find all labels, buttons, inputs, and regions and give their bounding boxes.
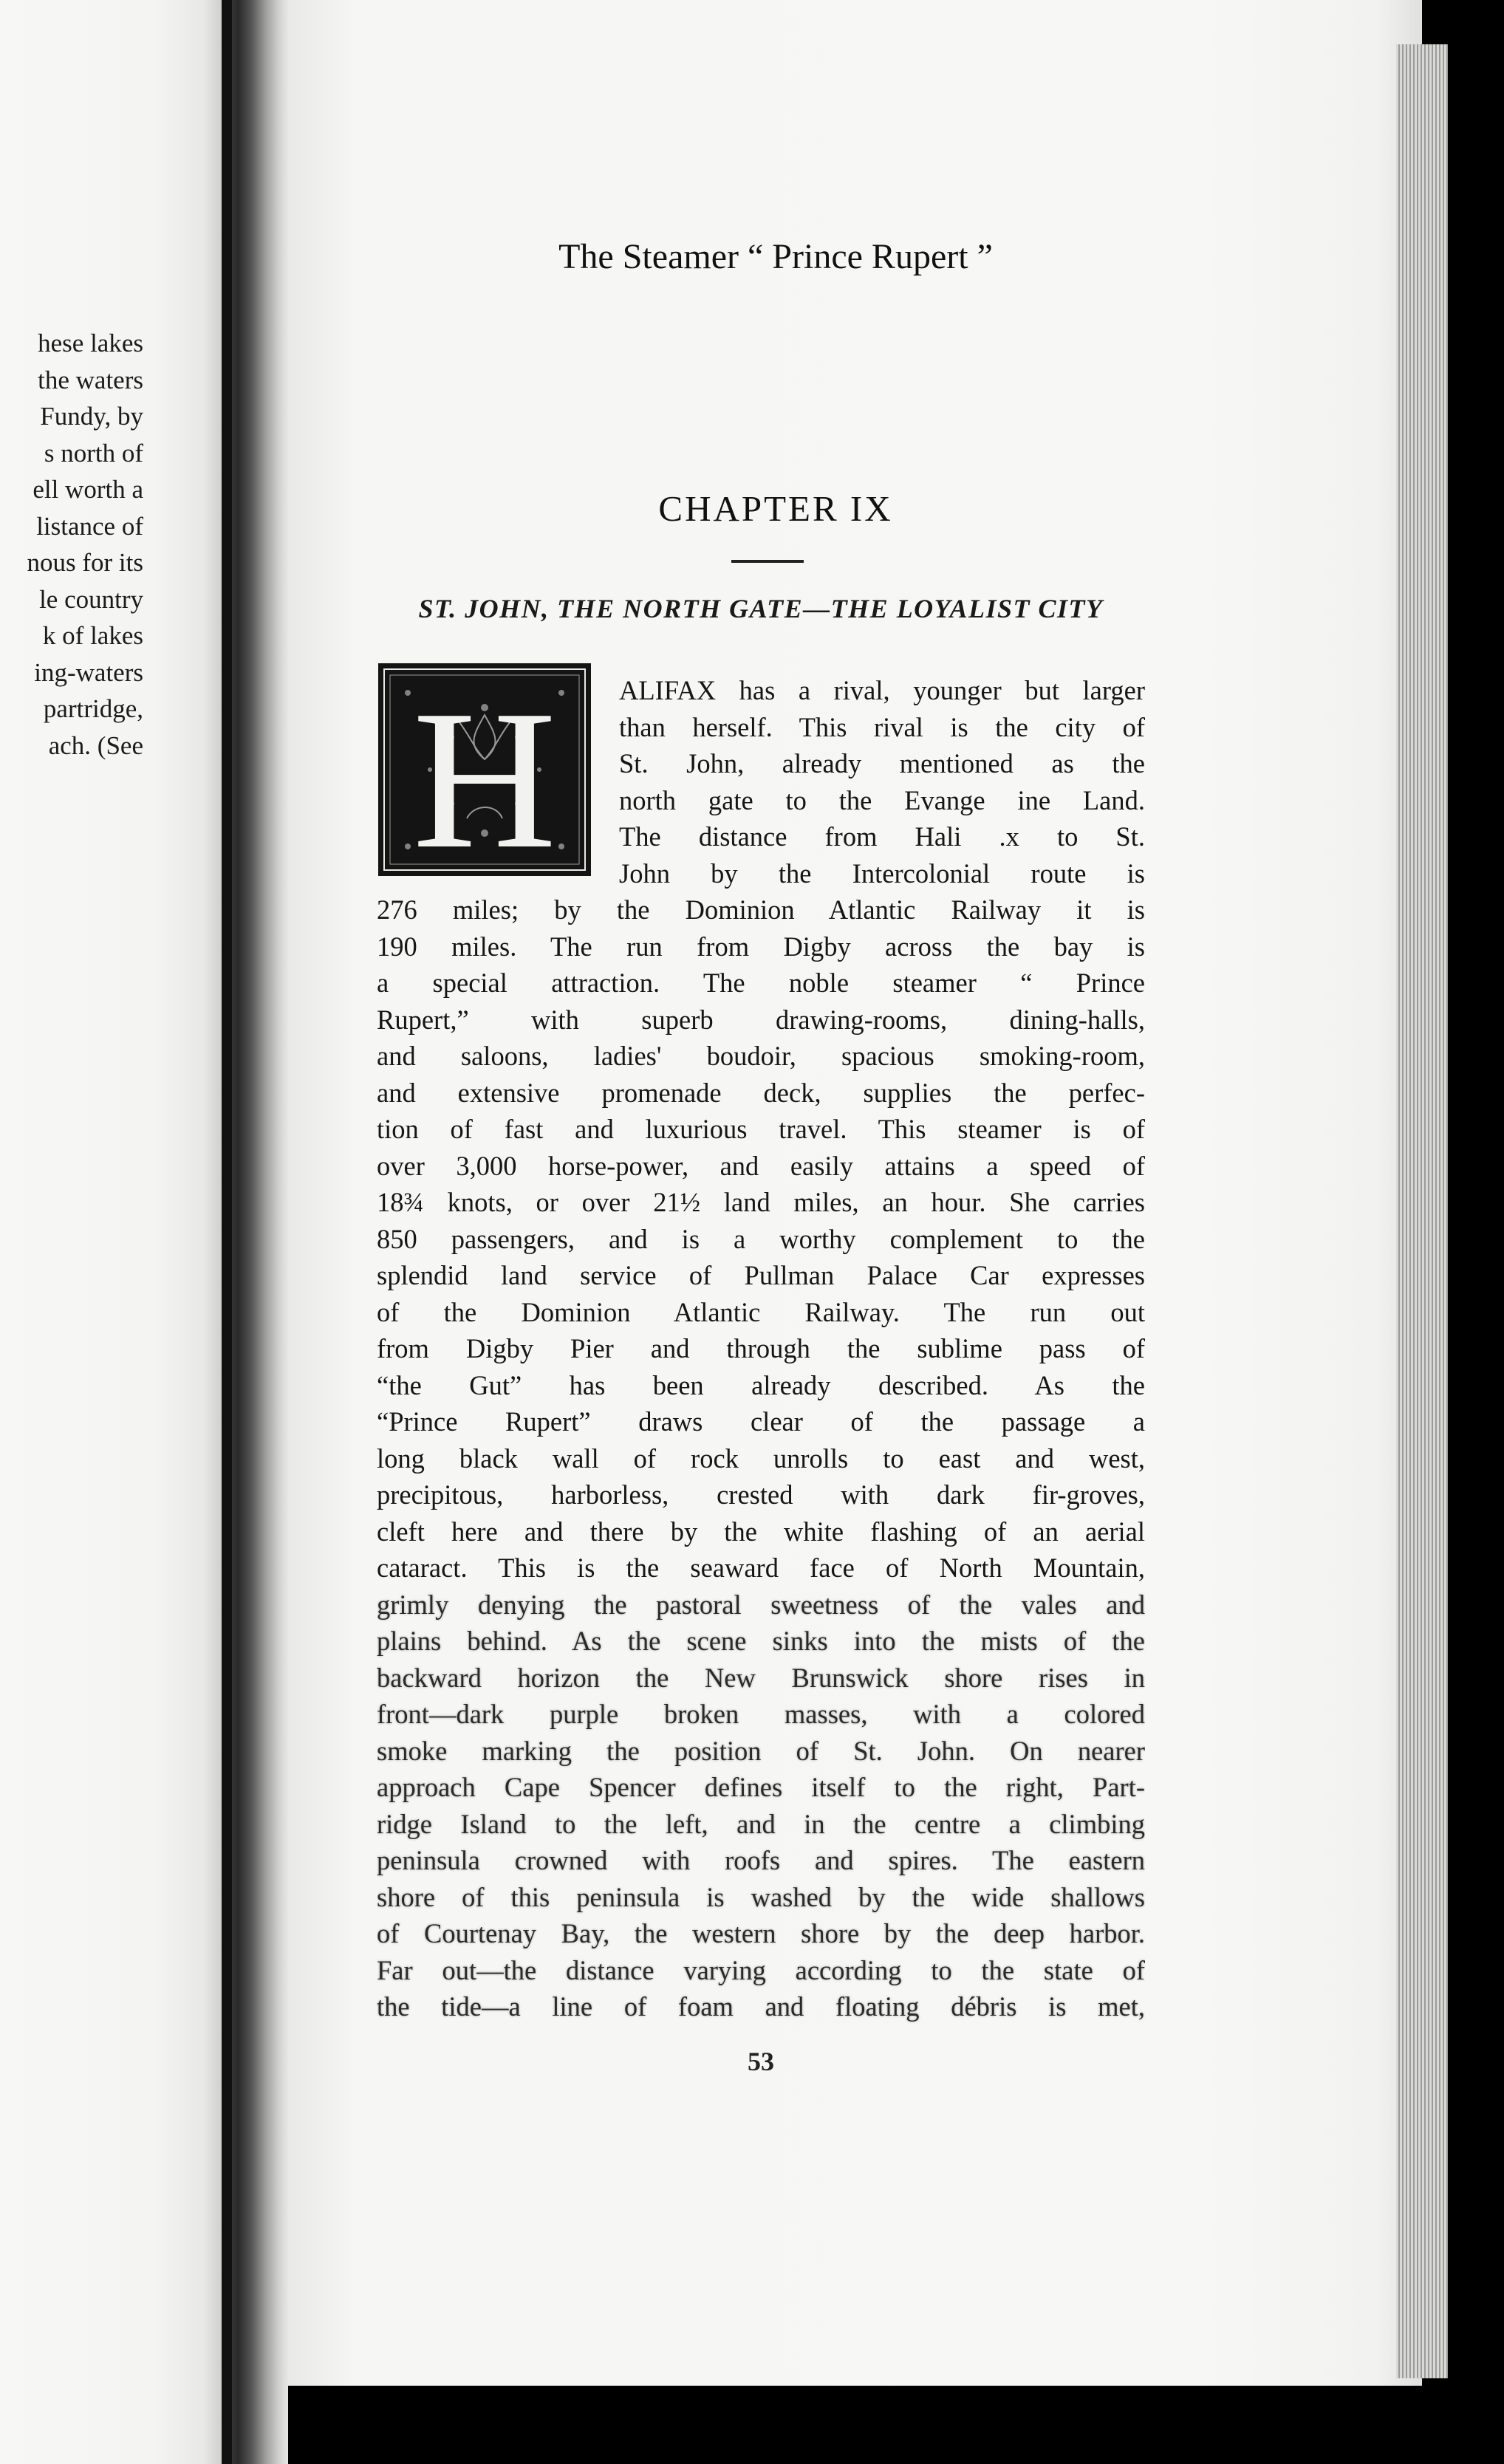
left-page-line: k of lakes	[42, 621, 143, 650]
left-page-line: s north of	[44, 438, 143, 468]
body-line: cleft here and there by the white flashing of an aerial	[377, 1516, 1145, 1547]
left-page-line: Fundy, by	[40, 402, 143, 431]
body-line: approach Cape Spencer defines itself to the right, Part-	[377, 1772, 1145, 1802]
drop-cap-letter: H	[412, 669, 557, 876]
left-page-line: nous for its	[27, 548, 143, 577]
body-line: St. John, already mentioned as the	[619, 748, 1145, 778]
body-line: splendid land service of Pullman Palace Car expresses	[377, 1260, 1145, 1290]
body-line: backward horizon the New Brunswick shore rises in	[377, 1662, 1145, 1693]
body-text	[377, 672, 1145, 2025]
scan-bottom-margin	[288, 2386, 1422, 2464]
left-page-line: ell worth a	[33, 475, 143, 504]
left-page-line: the waters	[38, 365, 143, 394]
body-line: ALIFAX has a rival, younger but larger	[619, 675, 1145, 705]
body-line: north gate to the Evange ine Land.	[619, 784, 1145, 815]
left-page-line: listance of	[36, 511, 143, 541]
body-line: front—dark purple broken masses, with a colored	[377, 1699, 1145, 1729]
chapter-rule	[731, 560, 804, 563]
body-line: 850 passengers, and is a worthy complement to the	[377, 1223, 1145, 1254]
body-line: “Prince Rupert” draws clear of the passage a	[377, 1406, 1145, 1437]
body-line: than herself. This rival is the city of	[619, 711, 1145, 742]
body-line: peninsula crowned with roofs and spires. The eastern	[377, 1845, 1145, 1875]
page-number: 53	[748, 2047, 774, 2076]
body-line: John by the Intercolonial route is	[619, 858, 1145, 889]
left-page-line: partridge,	[43, 694, 143, 723]
body-line: shore of this peninsula is washed by the wide shallows	[377, 1881, 1145, 1912]
body-line: and saloons, ladies' boudoir, spacious smoking-room,	[377, 1041, 1145, 1071]
body-line: 18¾ knots, or over 21½ land miles, an hour. She carries	[377, 1187, 1145, 1217]
left-page-text	[0, 325, 148, 764]
body-line: grimly denying the pastoral sweetness of the vales and	[377, 1589, 1145, 1620]
body-line: cataract. This is the seaward face of North Mountain,	[377, 1553, 1145, 1583]
left-page-line: ing-waters	[34, 657, 143, 687]
body-line: 276 miles; by the Dominion Atlantic Railway it is	[377, 894, 1145, 925]
body-line: Far out—the distance varying according to the state of	[377, 1954, 1145, 1985]
body-line: ridge Island to the left, and in the centre a climbing	[377, 1808, 1145, 1839]
body-line: plains behind. As the scene sinks into the mists of the	[377, 1626, 1145, 1656]
left-page-line: hese lakes	[38, 329, 143, 357]
gutter-shadow	[222, 0, 232, 2464]
page-edges	[1396, 44, 1448, 2378]
body-line: Rupert,” with superb drawing-rooms, dining-halls,	[377, 1004, 1145, 1035]
body-line: tion of fast and luxurious travel. This steamer is of	[377, 1114, 1145, 1144]
running-head: The Steamer “ Prince Rupert ”	[558, 237, 993, 276]
body-line: of the Dominion Atlantic Railway. The run out	[377, 1296, 1145, 1327]
body-line: over 3,000 horse-power, and easily attains a speed of	[377, 1150, 1145, 1181]
body-line: long black wall of rock unrolls to east and west,	[377, 1443, 1145, 1474]
body-line: The distance from Hali .x to St.	[619, 821, 1145, 852]
body-line: smoke marking the position of St. John. On nearer	[377, 1735, 1145, 1766]
left-page-line: le country	[39, 584, 143, 614]
left-facing-page	[0, 0, 222, 2464]
body-line: of Courtenay Bay, the western shore by the deep harbor.	[377, 1918, 1145, 1948]
left-page-line: ach. (See	[48, 730, 143, 760]
body-line: and extensive promenade deck, supplies the perfec-	[377, 1077, 1145, 1108]
body-line: “the Gut” has been already described. As the	[377, 1369, 1145, 1400]
body-line: a special attraction. The noble steamer “ Prince	[377, 968, 1145, 998]
body-line: the tide—a line of foam and floating débris is met,	[377, 1991, 1145, 2022]
chapter-subtitle: ST. JOHN, THE NORTH GATE—THE LOYALIST CITY	[418, 594, 1104, 623]
body-line: precipitous, harborless, crested with dark fir-groves,	[377, 1479, 1145, 1510]
body-line: from Digby Pier and through the sublime pass of	[377, 1333, 1145, 1363]
chapter-heading: CHAPTER IX	[658, 488, 893, 529]
body-line: 190 miles. The run from Digby across the bay is	[377, 931, 1145, 962]
